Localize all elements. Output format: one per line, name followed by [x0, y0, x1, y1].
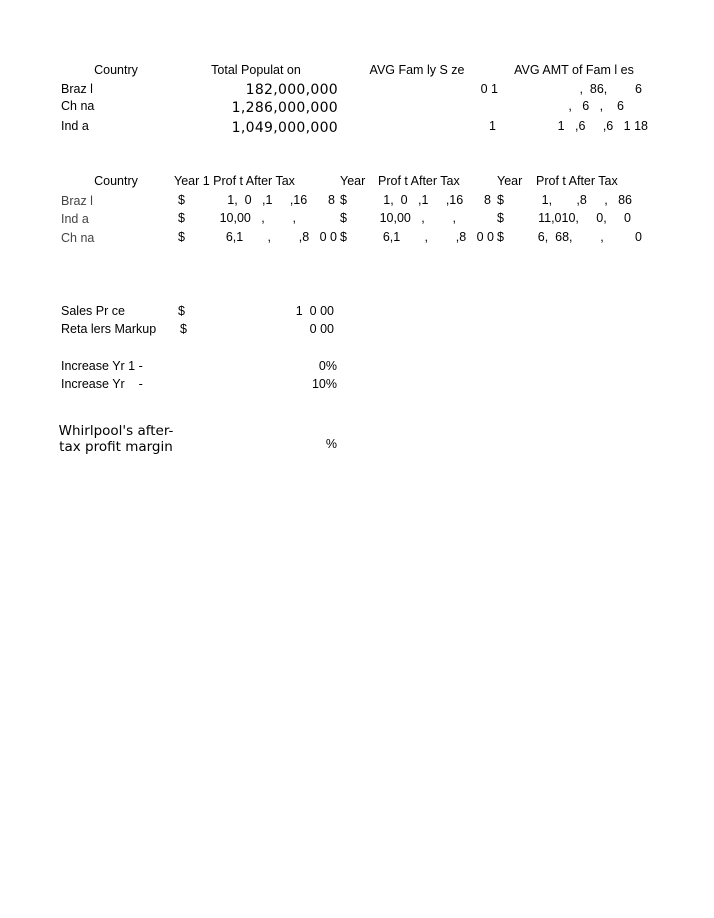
profit-margin-value: % — [325, 437, 337, 451]
family-size-cell: 0 1 — [480, 82, 498, 96]
increase-yr1-label: Increase Yr 1 - — [61, 359, 143, 373]
year1-profit-cell: 10,00 , , — [219, 211, 296, 225]
year2-profit-cell: 6,1 , ,8 0 0 — [382, 230, 494, 244]
population-cell: 182,000,000 — [245, 82, 338, 98]
year1-profit-cell: 1, 0 ,1 ,16 8 — [227, 193, 335, 207]
year1-profit-cell: 6,1 , ,8 0 0 — [225, 230, 337, 244]
increase-yr2-label: Increase Yr - — [61, 377, 143, 391]
country-cell: Ch na — [61, 231, 95, 245]
currency-symbol: $ — [340, 211, 347, 225]
currency-symbol: $ — [340, 193, 347, 207]
country-cell: Ind a — [61, 212, 89, 226]
year2-profit-cell: 1, 0 ,1 ,16 8 — [383, 193, 491, 207]
country-cell: Ch na — [61, 99, 95, 113]
sales-price-label: Sales Pr ce — [61, 304, 125, 318]
profit-margin-label: Whirlpool's after-tax profit margin — [58, 423, 174, 455]
currency-symbol: $ — [178, 230, 185, 244]
country-cell: Ind a — [61, 119, 89, 133]
currency-symbol: $ — [497, 193, 504, 207]
families-cell: , 86, 6 — [579, 82, 642, 96]
header-year3-label: Year — [497, 174, 523, 188]
currency-symbol: $ — [178, 304, 185, 318]
families-cell: , 6 , 6 — [568, 99, 624, 113]
increase-yr1-value: 0% — [318, 359, 337, 373]
currency-symbol: $ — [178, 193, 185, 207]
year3-profit-cell: 6, 68, , 0 — [537, 230, 642, 244]
header-total-population: Total Populat on — [211, 63, 301, 77]
year2-profit-cell: 10,00 , , — [379, 211, 456, 225]
currency-symbol: $ — [340, 230, 347, 244]
retailer-markup-value: 0 00 — [309, 322, 334, 336]
header-avg-amt-families: AVG AMT of Fam l es — [514, 63, 634, 77]
currency-symbol: $ — [178, 211, 185, 225]
country-cell: Braz l — [61, 194, 93, 208]
families-cell: 1 ,6 ,6 1 18 — [557, 119, 648, 133]
header-avg-family-size: AVG Fam ly S ze — [369, 63, 465, 77]
currency-symbol: $ — [180, 322, 187, 336]
currency-symbol: $ — [497, 230, 504, 244]
retailer-markup-label: Reta lers Markup — [61, 322, 157, 336]
year3-profit-cell: 1, ,8 , 86 — [541, 193, 632, 207]
header-year1-profit: Year 1 Prof t After Tax — [174, 174, 295, 188]
family-size-cell: 1 — [489, 119, 496, 133]
sales-price-value: 1 0 00 — [295, 304, 334, 318]
population-cell: 1,049,000,000 — [231, 120, 338, 136]
increase-yr2-value: 10% — [311, 377, 337, 391]
country-cell: Braz l — [61, 82, 93, 96]
year3-profit-cell: 11,010, 0, 0 — [538, 211, 631, 225]
header-country: Country — [94, 174, 138, 188]
header-year2-label: Year — [340, 174, 366, 188]
header-country: Country — [94, 63, 138, 77]
header-year2-profit: Prof t After Tax — [378, 174, 460, 188]
population-cell: 1,286,000,000 — [231, 100, 338, 116]
currency-symbol: $ — [497, 211, 504, 225]
header-year3-profit: Prof t After Tax — [536, 174, 618, 188]
